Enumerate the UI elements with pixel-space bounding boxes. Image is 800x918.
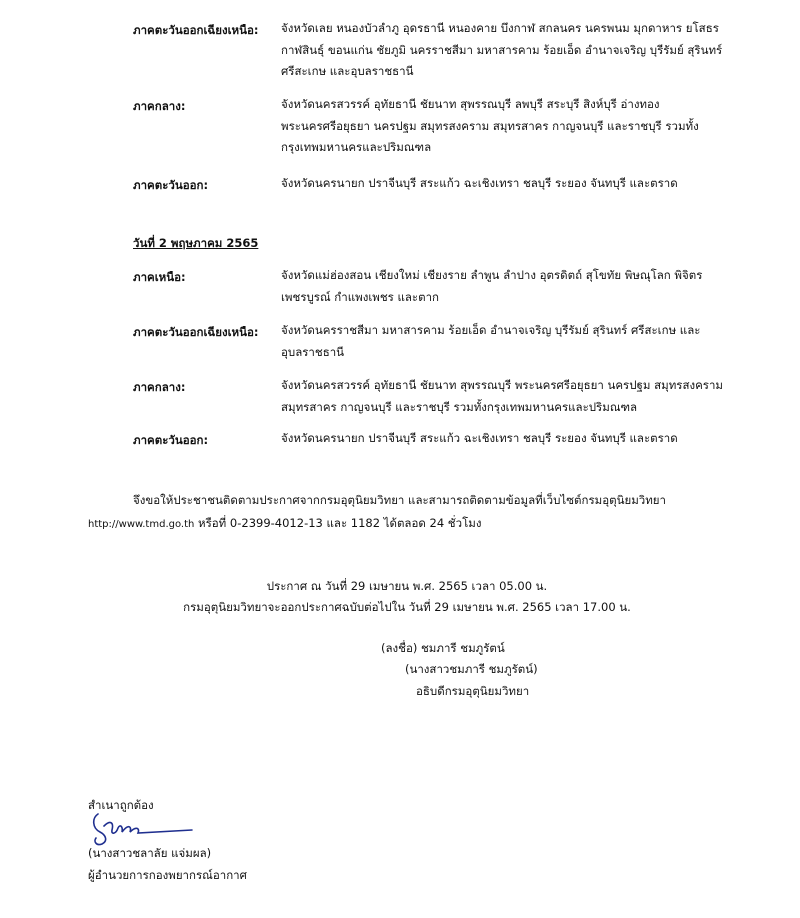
region-provinces-northeast xyxy=(281,18,751,83)
text-line: สมุทรสาคร กาญจนบุรี และราชบุรี รวมทั้งกรุงเทพมหานครและปริมณฑล xyxy=(281,399,638,414)
text-line: จังหวัดนครสวรรค์ อุทัยธานี ชัยนาท สุพรรณบุรี พระนครศรีอยุธยา นครปฐม สมุทรสงคราม xyxy=(281,378,724,392)
contact-text: หรือที่ 0-2399-4012-13 และ 1182 ได้ตลอด 24 ชั่วโมง xyxy=(194,516,482,530)
signatory-name: (นางสาวชมภารี ชมภูรัตน์) xyxy=(405,662,538,676)
region-label-central: ภาคกลาง: xyxy=(133,99,186,113)
region-provinces-north xyxy=(281,265,751,308)
announce-date: ประกาศ ณ วันที่ 29 เมษายน พ.ศ. 2565 เวลา 05.00 น. xyxy=(266,579,548,593)
text-line: จังหวัดนครราชสีมา มหาสารคาม ร้อยเอ็ด อำนาจเจริญ บุรีรัมย์ สุรินทร์ ศรีสะเกษ และ xyxy=(281,323,701,337)
text-line: จังหวัดแม่ฮ่องสอน เชียงใหม่ เชียงราย ลำพูน ลำปาง อุตรดิตถ์ สุโขทัย พิษณุโลก พิจิตร xyxy=(281,268,703,282)
website-link[interactable]: http://www.tmd.go.th xyxy=(88,519,195,530)
region-label-north: ภาคเหนือ: xyxy=(133,270,186,284)
text-line: เพชรบูรณ์ กำแพงเพชร และตาก xyxy=(281,289,439,304)
text-line: ศรีสะเกษ และอุบลราชธานี xyxy=(281,64,414,78)
closing-line: จึงขอให้ประชาชนติดตามประกาศจากกรมอุตุนิยมวิทยา และสามารถติดตามข้อมูลที่เว็บไซต์กรมอุตุนิยมวิทยา xyxy=(133,493,667,507)
region-provinces-central-2 xyxy=(281,375,751,418)
date-heading: วันที่ 2 พฤษภาคม 2565 xyxy=(133,236,259,250)
text-line: จังหวัดนครนายก ปราจีนบุรี สระแก้ว ฉะเชิงเทรา ชลบุรี ระยอง จันทบุรี และตราด xyxy=(281,176,678,190)
signature-mark xyxy=(88,808,198,848)
certifier-name: (นางสาวชลาลัย แจ่มผล) xyxy=(88,846,212,860)
certified-heading: สำเนาถูกต้อง xyxy=(88,798,154,812)
region-label-east: ภาคตะวันออก: xyxy=(133,178,209,192)
signatory-title: อธิบดีกรมอุตุนิยมวิทยา xyxy=(416,684,530,698)
region-provinces-central xyxy=(281,94,751,159)
certifier-title: ผู้อำนวยการกองพยากรณ์อากาศ xyxy=(88,868,247,882)
region-label-central-2: ภาคกลาง: xyxy=(133,380,186,394)
text-line: กาฬสินธุ์ ขอนแก่น ชัยภูมิ นครราชสีมา มหาสารคาม ร้อยเอ็ด อำนาจเจริญ บุรีรัมย์ สุรินทร์ xyxy=(281,42,723,57)
text-line: พระนครศรีอยุธยา นครปฐม สมุทรสงคราม สมุทรสาคร กาญจนบุรี และราชบุรี รวมทั้ง xyxy=(281,118,699,133)
region-provinces-northeast-2 xyxy=(281,320,751,363)
text-line: อุบลราชธานี xyxy=(281,344,345,359)
text-line: กรุงเทพมหานครและปริมณฑล xyxy=(281,140,432,154)
text-line: จังหวัดนครนายก ปราจีนบุรี สระแก้ว ฉะเชิงเทรา ชลบุรี ระยอง จันทบุรี และตราด xyxy=(281,431,678,445)
region-provinces-east-2 xyxy=(281,428,751,450)
region-label-northeast: ภาคตะวันออกเฉียงเหนือ: xyxy=(133,23,259,37)
text-line: จังหวัดเลย หนองบัวลำภู อุดรธานี หนองคาย บึงกาฬ สกลนคร นครพนม มุกดาหาร ยโสธร xyxy=(281,21,719,35)
region-label-east-2: ภาคตะวันออก: xyxy=(133,433,209,447)
closing-contact xyxy=(88,515,481,533)
region-provinces-east xyxy=(281,173,751,195)
signed-line: (ลงชื่อ) ชมภารี ชมภูรัตน์ xyxy=(381,641,505,655)
region-label-northeast-2: ภาคตะวันออกเฉียงเหนือ: xyxy=(133,325,259,339)
text-line: จังหวัดนครสวรรค์ อุทัยธานี ชัยนาท สุพรรณบุรี ลพบุรี สระบุรี สิงห์บุรี อ่างทอง xyxy=(281,97,660,111)
next-announcement: กรมอุตุนิยมวิทยาจะออกประกาศฉบับต่อไปใน วันที่ 29 เมษายน พ.ศ. 2565 เวลา 17.00 น. xyxy=(183,600,631,614)
